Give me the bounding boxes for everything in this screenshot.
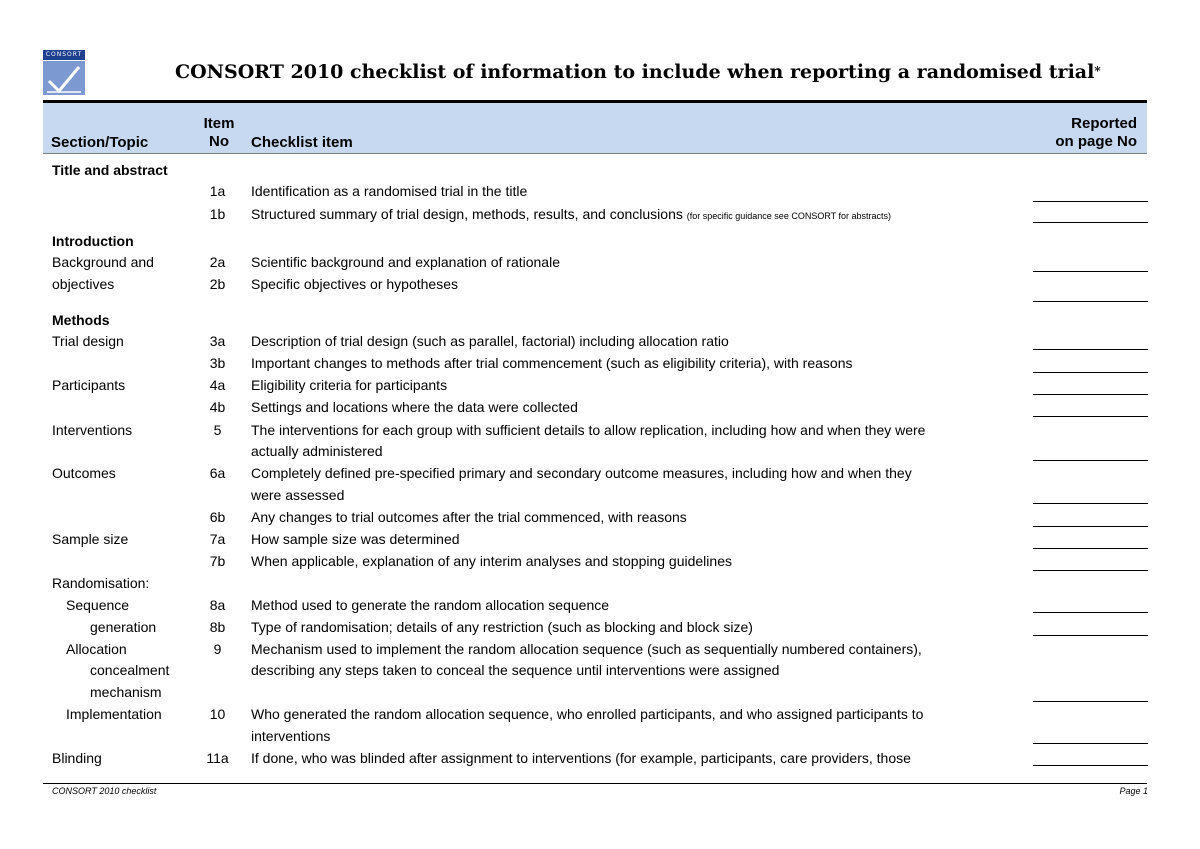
page-number-blank[interactable]: [1033, 548, 1148, 549]
row-section: Interventions: [52, 422, 133, 438]
row-text-main: actually administered: [251, 443, 383, 459]
row-section: Methods: [52, 312, 110, 328]
footer-right: Page 1: [1119, 786, 1148, 796]
row-checklist-text: [251, 273, 1021, 295]
row-text-main: Any changes to trial outcomes after the trial commenced, with reasons: [251, 509, 687, 525]
page-number-blank[interactable]: [1033, 301, 1148, 302]
page-number-blank[interactable]: [1033, 201, 1148, 202]
row-section: Title and abstract: [52, 162, 168, 178]
page-number-blank[interactable]: [1033, 372, 1148, 373]
row-section: Sequence: [66, 597, 130, 613]
row-text-main: Identification as a randomised trial in the title: [251, 183, 528, 199]
row-item-no: 4a: [209, 377, 226, 393]
row-item-no: 5: [213, 422, 222, 438]
header-reported-l1: Reported: [1071, 115, 1137, 132]
row-text-main: Mechanism used to implement the random allocation sequence (such as sequentially numbered containers),: [251, 641, 922, 657]
header-item-no-l2: No: [209, 133, 229, 150]
checkmark-icon: [43, 61, 85, 95]
title-asterisk: *: [1094, 64, 1101, 78]
row-checklist-text: [251, 396, 1021, 418]
row-section: Background and: [52, 254, 154, 270]
row-section: generation: [90, 619, 157, 635]
page-number-blank[interactable]: [1033, 222, 1148, 223]
row-checklist-text: [251, 550, 1021, 572]
row-item-no: 8b: [209, 619, 226, 635]
row-section: concealment: [90, 662, 170, 678]
row-section: Implementation: [66, 706, 162, 722]
logo-band: CONSORT: [43, 50, 85, 60]
row-item-no: 10: [209, 706, 226, 722]
row-section: Outcomes: [52, 465, 116, 481]
row-section: Allocation: [66, 641, 127, 657]
page-number-blank[interactable]: [1033, 743, 1148, 744]
row-section: Participants: [52, 377, 126, 393]
title-text: CONSORT 2010 checklist of information to include when reporting a randomised trial: [175, 61, 1095, 83]
row-text-main: If done, who was blinded after assignment to interventions (for example, participants, care providers, those: [251, 750, 911, 766]
row-item-no: 9: [213, 641, 222, 657]
row-section: Introduction: [52, 233, 134, 249]
row-item-no: 1b: [209, 206, 226, 222]
row-text-main: Description of trial design (such as parallel, factorial) including allocation ratio: [251, 333, 729, 349]
row-text-main: describing any steps taken to conceal the sequence until interventions were assigned: [251, 662, 780, 678]
row-section: Blinding: [52, 750, 102, 766]
row-checklist-text: [251, 330, 1021, 352]
row-checklist-text: [251, 703, 1021, 725]
row-item-no: 7a: [209, 531, 226, 547]
row-item-no: 2a: [209, 254, 226, 270]
row-text-main: Settings and locations where the data were collected: [251, 399, 578, 415]
row-item-no: 3a: [209, 333, 226, 349]
row-checklist-text: [251, 528, 1021, 550]
row-text-main: The interventions for each group with sufficient details to allow replication, including how and when they were: [251, 422, 926, 438]
row-text-main: Who generated the random allocation sequence, who enrolled participants, and who assigned participants to: [251, 706, 924, 722]
row-checklist-text: [251, 725, 1021, 747]
row-text-main: Eligibility criteria for participants: [251, 377, 448, 393]
page-number-blank[interactable]: [1033, 394, 1148, 395]
row-item-no: 1a: [209, 183, 226, 199]
row-checklist-text: [251, 659, 1021, 681]
page-number-blank[interactable]: [1033, 503, 1148, 504]
header-section-topic: Section/Topic: [51, 134, 149, 151]
page-title: [175, 61, 1101, 83]
row-text-main: Structured summary of trial design, methods, results, and conclusions: [251, 206, 683, 222]
header-item-no-l1: Item: [203, 115, 235, 132]
header-checklist-item: Checklist item: [251, 134, 353, 151]
footer-left: CONSORT 2010 checklist: [52, 786, 157, 796]
row-checklist-text: [251, 251, 1021, 273]
row-text-main: When applicable, explanation of any interim analyses and stopping guidelines: [251, 553, 732, 569]
row-item-no: 2b: [209, 276, 226, 292]
row-checklist-text: [251, 352, 1021, 374]
row-item-no: 6b: [209, 509, 226, 525]
row-checklist-text: [251, 594, 1021, 616]
page-number-blank[interactable]: [1033, 612, 1148, 613]
row-text-note: (for specific guidance see CONSORT for abstracts): [686, 211, 892, 221]
row-checklist-text: [251, 462, 1021, 484]
row-checklist-text: [251, 440, 1021, 462]
row-checklist-text: [251, 638, 1021, 660]
page-number-blank[interactable]: [1033, 635, 1148, 636]
bottom-rule: [43, 783, 1147, 784]
header-item-no: [198, 115, 240, 151]
row-item-no: 7b: [209, 553, 226, 569]
row-section: Sample size: [52, 531, 129, 547]
page-number-blank[interactable]: [1033, 349, 1148, 350]
header-reported-l2: on page No: [1055, 133, 1137, 150]
row-checklist-text: [251, 374, 1021, 396]
row-checklist-text: [251, 506, 1021, 528]
row-text-main: Method used to generate the random allocation sequence: [251, 597, 610, 613]
row-text-main: How sample size was determined: [251, 531, 460, 547]
row-text-main: Important changes to methods after trial commencement (such as eligibility criteria), with reasons: [251, 355, 853, 371]
row-item-no: 11a: [206, 750, 229, 766]
page-number-blank[interactable]: [1033, 570, 1148, 571]
row-checklist-text: [251, 419, 1021, 441]
page-number-blank[interactable]: [1033, 416, 1148, 417]
table-header: [43, 103, 1147, 154]
row-checklist-text: [251, 484, 1021, 506]
page-number-blank[interactable]: [1033, 460, 1148, 461]
page-number-blank[interactable]: [1033, 271, 1148, 272]
page-number-blank[interactable]: [1033, 526, 1148, 527]
consort-logo: [43, 50, 85, 95]
row-section: mechanism: [90, 684, 162, 700]
row-section: Trial design: [52, 333, 124, 349]
row-item-no: 4b: [209, 399, 226, 415]
row-checklist-text: [251, 616, 1021, 638]
page-number-blank[interactable]: [1033, 701, 1148, 702]
row-text-main: interventions: [251, 728, 331, 744]
row-item-no: 8a: [209, 597, 226, 613]
row-section: objectives: [52, 276, 115, 292]
row-checklist-text: [251, 180, 1021, 202]
row-checklist-text: [251, 203, 1021, 227]
header-reported: [1055, 115, 1137, 151]
page-number-blank[interactable]: [1033, 765, 1148, 766]
row-item-no: 3b: [209, 355, 226, 371]
row-text-main: Specific objectives or hypotheses: [251, 276, 458, 292]
row-checklist-text: [251, 747, 1021, 769]
row-item-no: 6a: [209, 465, 226, 481]
row-text-main: Type of randomisation; details of any restriction (such as blocking and block size): [251, 619, 753, 635]
row-text-main: Completely defined pre-specified primary and secondary outcome measures, including how and when they: [251, 465, 912, 481]
row-text-main: were assessed: [251, 487, 345, 503]
row-section: Randomisation:: [52, 575, 150, 591]
row-text-main: Scientific background and explanation of rationale: [251, 254, 560, 270]
